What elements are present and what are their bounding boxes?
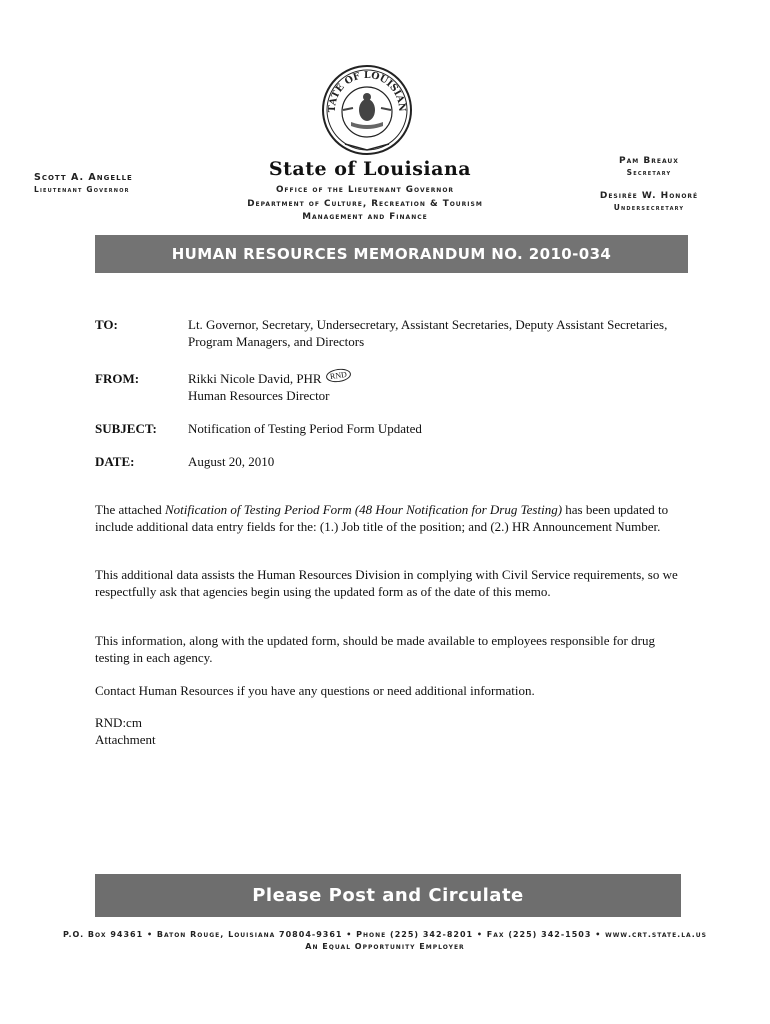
p4-text: Contact Human Resources if you have any questions or need additional information.	[95, 683, 535, 698]
office-line: Office of the Lieutenant Governor	[275, 185, 455, 195]
footer-address: P.O. Box 94361 • Baton Rouge, Louisiana 70804-9361 • Phone (225) 342-8201 • Fax (225) 342-1503 • www.crt.state.la.us	[63, 930, 707, 939]
memo-banner: HUMAN RESOURCES MEMORANDUM NO. 2010-034	[95, 235, 688, 273]
left-official-block	[34, 172, 154, 194]
form-title-italic: Notification of Testing Period Form (48 Hour Notification for Drug Testing)	[165, 502, 563, 517]
body-paragraph-2	[95, 566, 690, 600]
p1-text-start: The attached	[95, 502, 166, 517]
p2-text: This additional data assists the Human Resources Division in complying with Civil Service requirements, so we respectfully ask that agencies begin using the updated form as of the date of this memo.	[95, 567, 678, 599]
signature-initials: RND	[325, 367, 351, 383]
secretary-name: Pam Breaux	[619, 156, 679, 166]
post-circulate-banner: Please Post and Circulate	[95, 874, 681, 917]
left-official-title: Lieutenant Governor	[34, 185, 130, 194]
closing-initials: RND:cm	[95, 715, 142, 730]
body-paragraph-3	[95, 632, 690, 666]
attachment-label: Attachment	[95, 732, 156, 747]
memo-subject-row	[95, 420, 695, 437]
memo-from-row	[95, 370, 695, 404]
office-line: Department of Culture, Recreation & Tourism	[247, 198, 483, 209]
date-label: DATE:	[95, 454, 135, 469]
p1-text-end: has been updated to include additional data entry fields for the: (1.) Job title of the position; and (2.) HR Announcement Number.	[95, 502, 669, 534]
office-lines	[180, 184, 550, 225]
secretary-title: Secretary	[626, 168, 672, 177]
footer-tagline: An Equal Opportunity Employer	[305, 942, 465, 951]
to-label: TO:	[95, 317, 118, 332]
from-value	[188, 370, 688, 404]
undersecretary-name: Desirée W. Honoré	[599, 191, 699, 201]
office-line: Management and Finance	[302, 212, 428, 222]
from-label: FROM:	[95, 371, 140, 386]
undersecretary-title: Undersecretary	[613, 203, 685, 212]
state-seal	[321, 64, 413, 156]
closing-block	[95, 714, 690, 748]
p3-text: This information, along with the updated form, should be made available to employees responsible for drug testing in each agency.	[95, 633, 655, 665]
body-paragraph-1	[95, 501, 690, 535]
subject-value: Notification of Testing Period Form Updated	[188, 421, 422, 436]
body-paragraph-4	[95, 682, 690, 699]
from-name: Rikki Nicole David, PHR	[188, 371, 322, 386]
date-value: August 20, 2010	[188, 454, 275, 469]
seal-text: TATE OF LOUISIAN	[326, 69, 408, 113]
right-officials-block	[585, 156, 713, 212]
left-official-name: Scott A. Angelle	[34, 172, 133, 183]
to-value: Lt. Governor, Secretary, Undersecretary, Assistant Secretaries, Deputy Assistant Secretaries, Program Managers, and Directors	[188, 317, 668, 349]
footer-address-block	[20, 929, 750, 953]
memo-to-row	[95, 316, 695, 350]
state-title: State of Louisiana	[268, 158, 472, 180]
pelican-seal-icon	[321, 64, 413, 156]
memo-date-row	[95, 453, 695, 470]
from-title: Human Resources Director	[188, 388, 330, 403]
subject-label: SUBJECT:	[95, 421, 157, 436]
